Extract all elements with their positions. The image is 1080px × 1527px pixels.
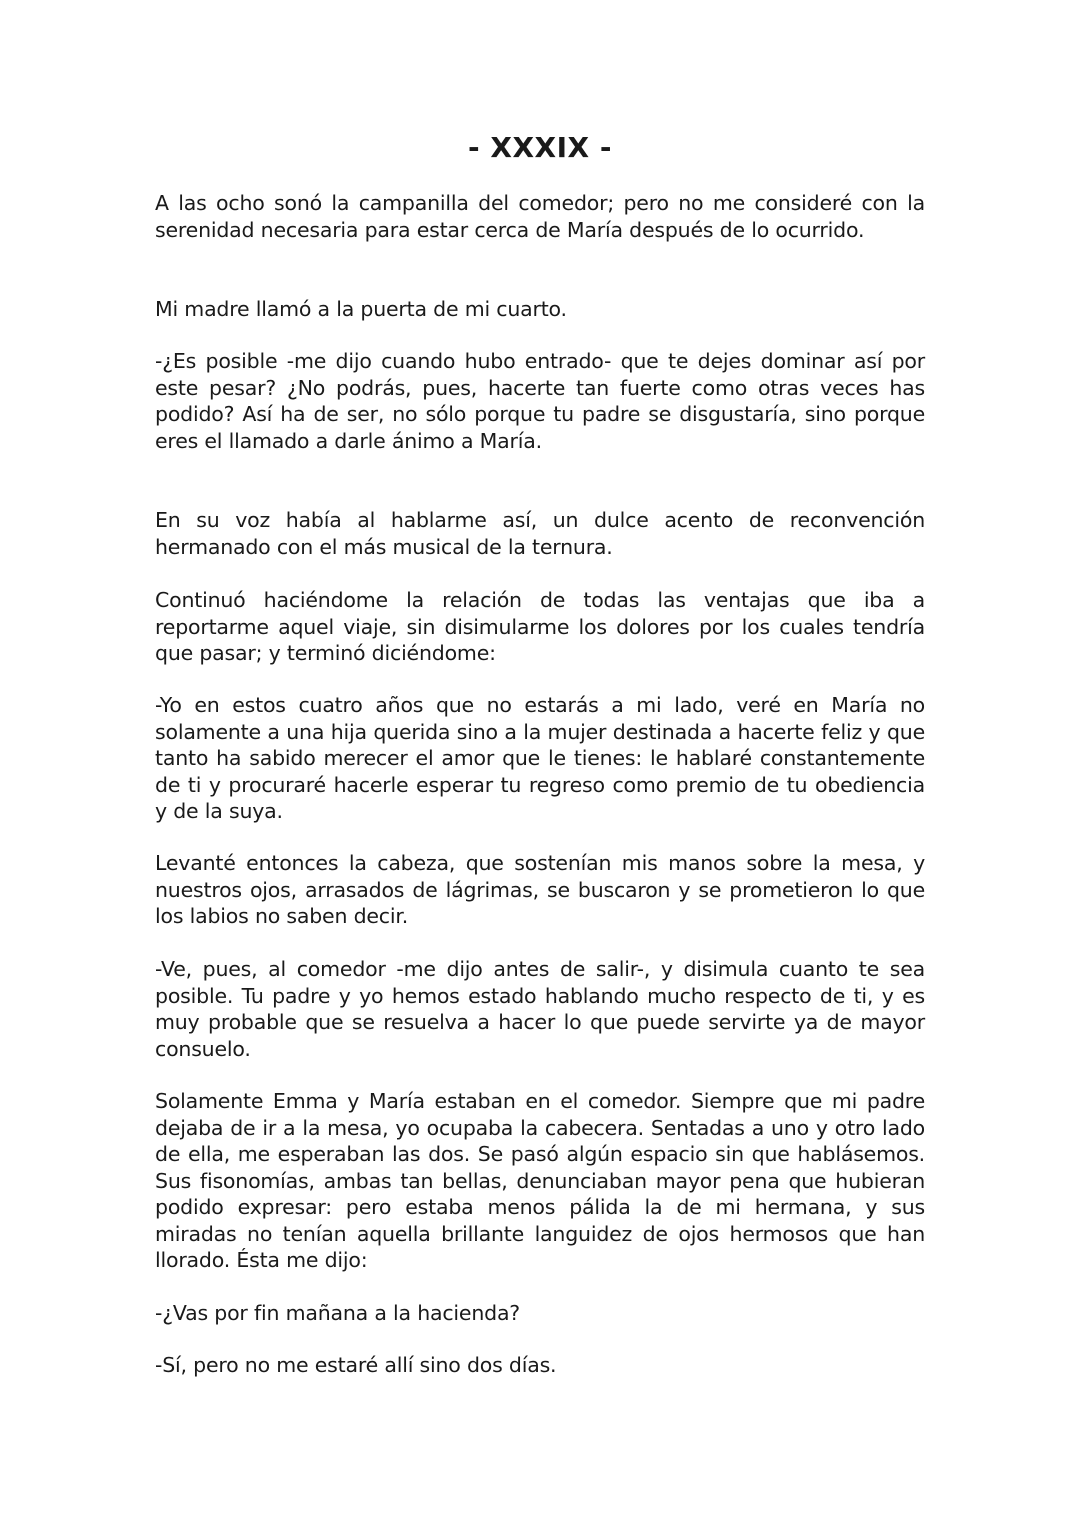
paragraph-1: A las ocho sonó la campanilla del comedor; pero no me consideré con la serenidad necesaria para estar cerca de María después de lo ocurrido. (155, 191, 925, 242)
paragraph-10: -¿Vas por fin mañana a la hacienda? (155, 1301, 520, 1325)
paragraph-6: -Yo en estos cuatro años que no estarás a mi lado, veré en María no solamente a una hija querida sino a la mujer destinada a hacerte feliz y que tanto ha sabido merecer el amor que le tienes: le hablaré constantemente de ti y procuraré hacerle esperar tu regreso como premio de tu obediencia y de la suya. (155, 693, 925, 823)
paragraph-4: En su voz había al hablarme así, un dulce acento de reconvención hermanado con el más musical de la ternura. (155, 508, 925, 559)
paragraph-11: -Sí, pero no me estaré allí sino dos días. (155, 1353, 557, 1377)
paragraph-9: Solamente Emma y María estaban en el comedor. Siempre que mi padre dejaba de ir a la mesa, yo ocupaba la cabecera. Sentadas a uno y otro lado de ella, me esperaban las dos. Se pasó algún espacio sin que hablásemos. Sus fisonomías, ambas tan bellas, denunciaban mayor pena que hubieran podido expresar: pero estaba menos pálida la de mi hermana, y sus miradas no tenían aquella brillante languidez de ojos hermosos que han llorado. Ésta me dijo: (155, 1089, 925, 1272)
paragraph-5: Continuó haciéndome la relación de todas las ventajas que iba a reportarme aquel viaje, sin disimularme los dolores por los cuales tendría que pasar; y terminó diciéndome: (155, 588, 925, 665)
chapter-title: - XXXIX - (467, 131, 612, 164)
paragraph-7: Levanté entonces la cabeza, que sostenían mis manos sobre la mesa, y nuestros ojos, arrasados de lágrimas, se buscaron y se prometieron lo que los labios no saben decir. (155, 851, 925, 928)
paragraph-3: -¿Es posible -me dijo cuando hubo entrado- que te dejes dominar así por este pesar? ¿No podrás, pues, hacerte tan fuerte como otras veces has podido? Así ha de ser, no sólo porque tu padre se disgustaría, sino porque eres el llamado a darle ánimo a María. (155, 349, 925, 453)
paragraph-8: -Ve, pues, al comedor -me dijo antes de salir-, y disimula cuanto te sea posible. Tu padre y yo hemos estado hablando mucho respecto de ti, y es muy probable que se resuelva a hacer lo que puede servirte ya de mayor consuelo. (155, 957, 925, 1061)
paragraph-2: Mi madre llamó a la puerta de mi cuarto. (155, 297, 567, 321)
